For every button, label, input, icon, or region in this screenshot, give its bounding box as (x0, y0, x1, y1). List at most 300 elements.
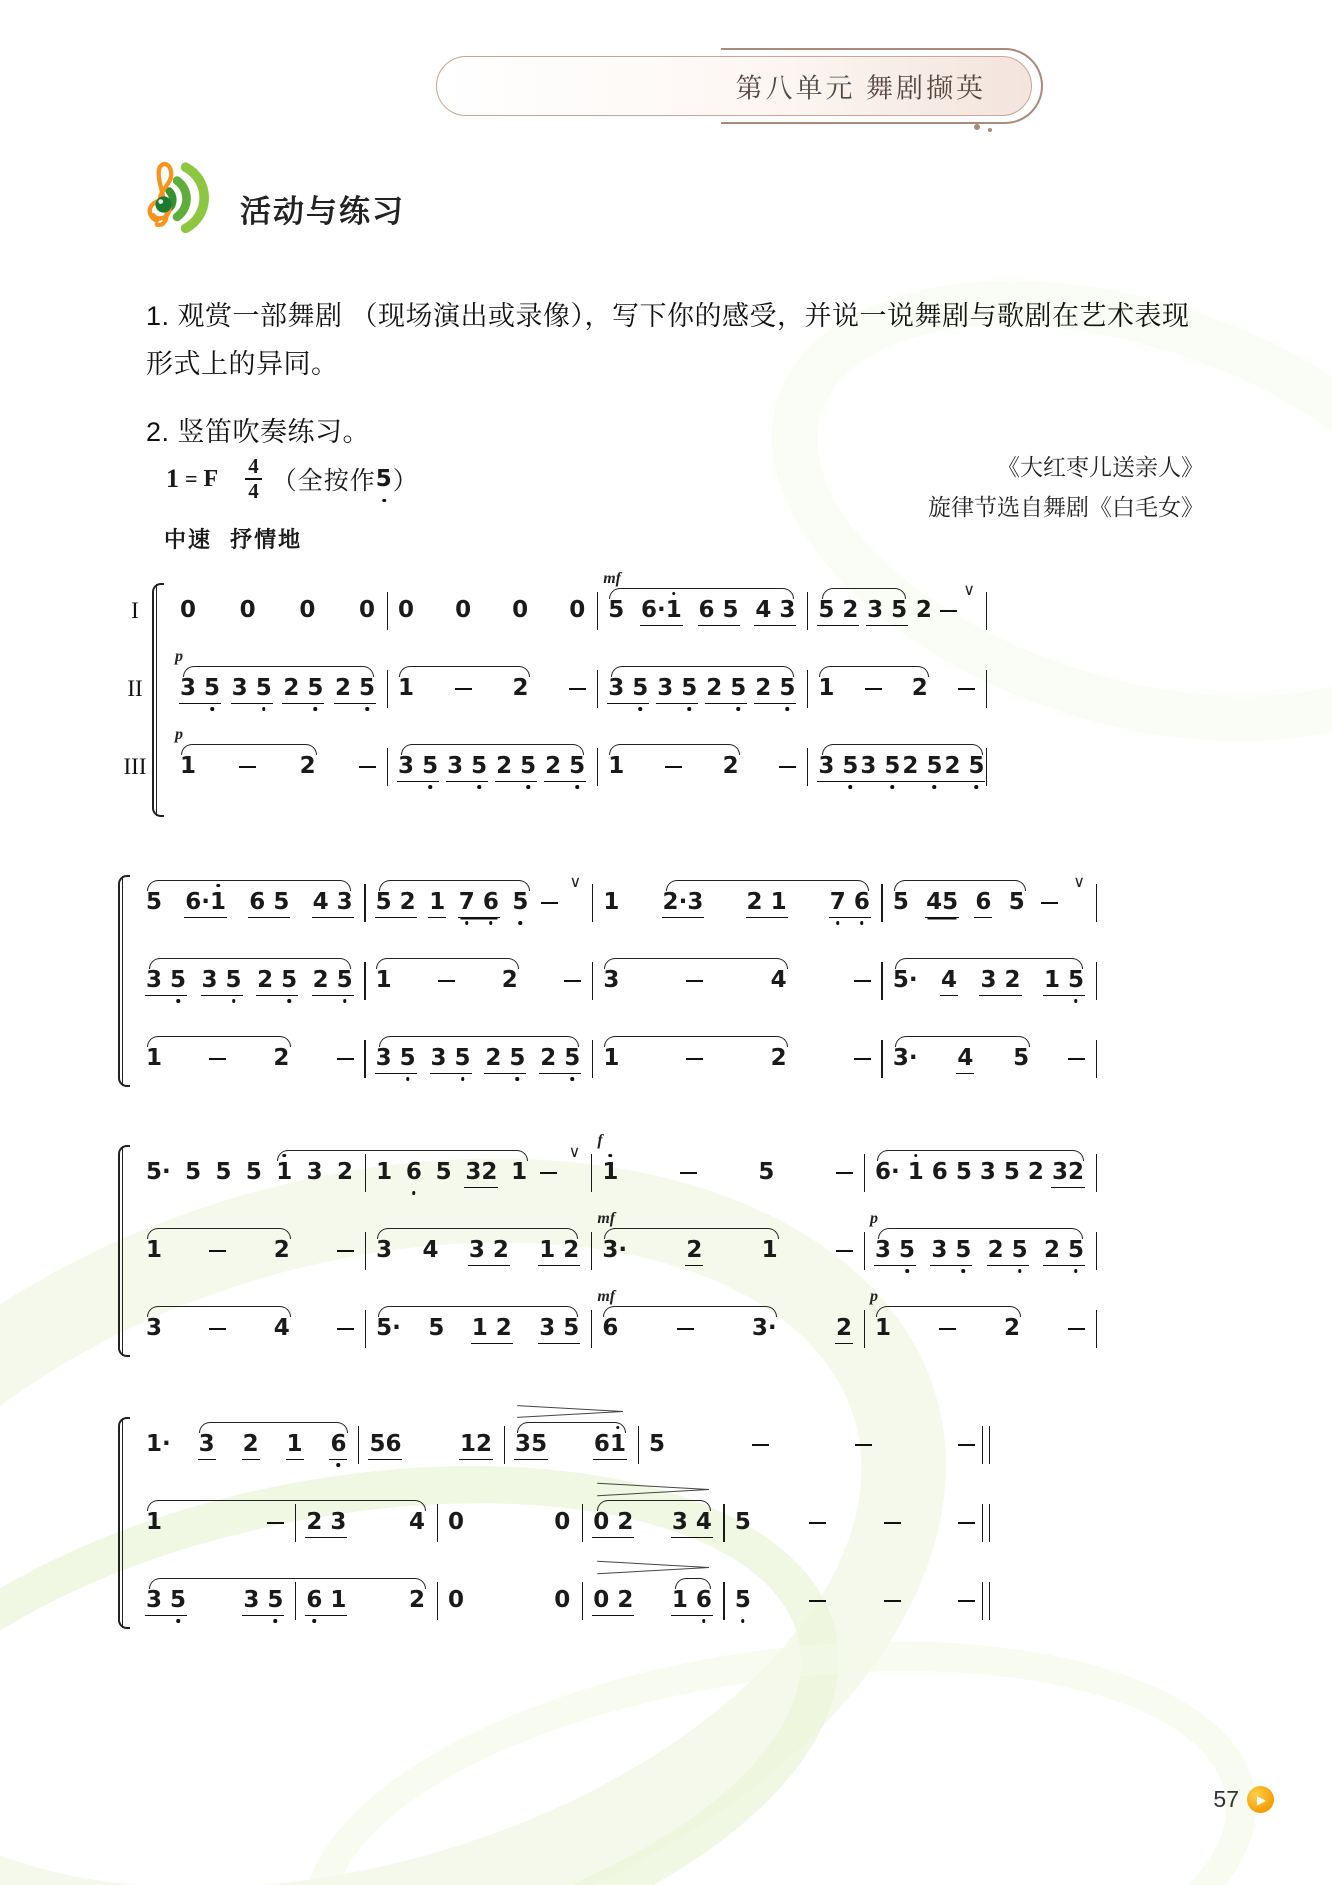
note-char: 1 (770, 888, 787, 915)
dynamic-mark: mf (597, 1209, 616, 1227)
note-char: · (767, 1314, 777, 1341)
note (231, 675, 273, 704)
note (869, 1287, 892, 1344)
note (312, 967, 354, 996)
duration-dash (541, 902, 558, 905)
note-char: 5 (146, 888, 163, 915)
note-char: 7 (829, 888, 846, 915)
note (987, 1237, 1029, 1266)
note (538, 1315, 580, 1344)
measure (136, 1573, 296, 1629)
dynamic-mark: p (175, 725, 183, 743)
note-char: 2 (686, 1236, 703, 1263)
note-char: 1 (539, 1236, 556, 1263)
measure (593, 953, 883, 1009)
note-char: 2 (902, 752, 919, 779)
duration-dash (438, 980, 455, 983)
duration-dash (854, 1058, 871, 1061)
note (901, 753, 943, 782)
note-char: 2 (987, 1236, 1004, 1263)
note-char: 3 (867, 596, 884, 623)
duration-dash (855, 1444, 872, 1447)
note (272, 1045, 290, 1074)
note (511, 597, 529, 626)
note-char: 1 (1043, 966, 1060, 993)
piece-titles (928, 448, 1204, 528)
unit-title: 第八单元 舞剧撷英 (735, 73, 986, 104)
note-char: 3 (779, 596, 796, 623)
tonic: 1 (166, 464, 179, 493)
duration-dash (958, 1600, 975, 1603)
page-footer (1213, 1786, 1274, 1813)
note (305, 1509, 347, 1538)
note (907, 1159, 925, 1188)
measure (598, 661, 808, 717)
note (375, 1159, 393, 1188)
note-char: 2 (335, 674, 352, 701)
note-char: 5 (1013, 1044, 1030, 1071)
note (592, 1587, 634, 1616)
note-char: 1 (874, 1314, 891, 1341)
dynamic-mark: p (869, 1287, 878, 1305)
note-char: 1 (818, 674, 835, 701)
note-char: 5 (359, 674, 376, 701)
note-char: 5 (842, 752, 859, 779)
note (446, 753, 488, 782)
note-char: 3 (198, 1430, 215, 1457)
note-char: 5 (564, 1044, 581, 1071)
measure (592, 1131, 865, 1201)
note-char: 3 (465, 1158, 482, 1185)
exercise-item-1: 1. 观赏一部舞剧 （现场演出或录像），写下你的感受，并说一说舞剧与歌剧在艺术表现形式上的异同。 (146, 301, 1190, 379)
duration-dash (884, 1600, 901, 1603)
note (539, 1045, 581, 1074)
note-char: 3 (243, 1586, 260, 1613)
note-char: 5 (942, 888, 959, 915)
note (656, 675, 698, 704)
note-char: 4 (408, 1508, 425, 1535)
note-char: 3 (979, 1158, 996, 1185)
note-char: 3 (657, 674, 674, 701)
note (358, 597, 376, 626)
duration-dash (779, 766, 796, 769)
note-char: 4 (755, 596, 772, 623)
note (375, 967, 393, 996)
breath-mark: ∨ (1073, 874, 1085, 891)
note-char: 5 (376, 1314, 393, 1341)
note (312, 889, 354, 918)
note (397, 675, 415, 704)
note (375, 1045, 417, 1074)
note (175, 725, 197, 782)
note (568, 597, 586, 626)
measure (883, 875, 1097, 931)
measure (366, 875, 594, 931)
note-char: 5 (454, 1044, 471, 1071)
measure (808, 739, 987, 795)
note-char: 3 (398, 752, 415, 779)
measure (598, 739, 808, 795)
badge-dot (974, 124, 980, 130)
dynamic-mark: mf (603, 569, 621, 587)
note-char: 4 (422, 1236, 439, 1263)
note (979, 1159, 997, 1188)
note (145, 1237, 163, 1266)
note-char: 0 (593, 1586, 610, 1613)
note-char: 1 (608, 752, 625, 779)
note (468, 1237, 510, 1266)
note-char: 2 (915, 596, 932, 623)
system-bracket (118, 1417, 130, 1629)
note-char: 0 (239, 596, 256, 623)
note-char: 2 (306, 1508, 323, 1535)
note-char: 5 (375, 888, 392, 915)
note-char: · (201, 888, 211, 915)
music-line (170, 569, 987, 639)
note (454, 597, 472, 626)
note-char: 3 (306, 1158, 323, 1185)
note-char: 1 (375, 966, 392, 993)
exercise-item-2: 2. 竖笛吹奏练习。 (146, 417, 371, 447)
note (511, 889, 529, 918)
music-line (136, 1573, 987, 1629)
note (408, 1509, 426, 1538)
measure (505, 1417, 639, 1473)
note-char: 0 (359, 596, 376, 623)
breath-mark: ∨ (569, 874, 582, 891)
note-char: 5 (734, 1586, 751, 1613)
note-char: 2 (476, 1430, 493, 1457)
dynamic-mark: mf (597, 1287, 616, 1305)
note-char: 6 (931, 1158, 948, 1185)
duration-dash (540, 1172, 557, 1175)
note (698, 597, 740, 626)
note (484, 1045, 526, 1074)
note (1043, 1237, 1085, 1266)
note-char: 2 (242, 1430, 259, 1457)
note-char: 5 (336, 966, 353, 993)
duration-dash (686, 1058, 703, 1061)
note-char: 3 (146, 1314, 163, 1341)
note-char: 0 (455, 596, 472, 623)
note (974, 889, 992, 918)
duration-dash (209, 1328, 226, 1331)
note-char: 2 (283, 674, 300, 701)
note-char: 4 (926, 888, 943, 915)
note-char: 2 (617, 1586, 634, 1613)
duration-dash (239, 766, 256, 769)
note-char: 5 (399, 1044, 416, 1071)
note-char: 0 (569, 596, 586, 623)
note-char: 2 (911, 674, 928, 701)
note (464, 1159, 498, 1188)
measure (592, 1209, 865, 1279)
note-char: 2 (399, 888, 416, 915)
unit-header-badge (436, 56, 1032, 116)
note-char: 2 (501, 966, 518, 993)
note-char: 1 (907, 1158, 924, 1185)
note-char: 1 (276, 1158, 293, 1185)
music-wave-logo-icon (128, 150, 224, 241)
note (671, 1587, 713, 1616)
note (685, 1237, 703, 1266)
note-char: 5 (185, 1158, 202, 1185)
note-char: · (618, 1236, 628, 1263)
note-char: 5 (428, 1314, 445, 1341)
note (375, 889, 417, 918)
system-lines (170, 569, 987, 817)
note-char: 4 (957, 1044, 974, 1071)
fingering-note (272, 461, 419, 497)
duration-dash (680, 1172, 697, 1175)
note (955, 1159, 973, 1188)
note-char: 2 (662, 888, 679, 915)
note (915, 597, 933, 626)
note (242, 1431, 260, 1460)
note (817, 753, 859, 782)
note-char: 1 (376, 1158, 393, 1185)
note (435, 1159, 453, 1188)
note-char: 0 (398, 596, 415, 623)
measure (865, 1287, 1097, 1357)
piece-subtitle: 旋律节选自舞剧《白毛女》 (928, 495, 1204, 520)
note (602, 1045, 620, 1074)
system-bracket (118, 875, 130, 1087)
note (597, 1209, 628, 1266)
note-char: · (657, 596, 666, 623)
note (869, 1209, 916, 1266)
measure (388, 739, 598, 795)
dynamic-mark: f (597, 1131, 603, 1149)
measure (136, 1145, 366, 1201)
note (956, 1045, 974, 1074)
note (648, 1431, 666, 1460)
note (943, 753, 985, 782)
note-char: 5 (204, 674, 221, 701)
note (145, 1509, 163, 1538)
note (734, 1587, 752, 1616)
duration-dash (267, 1522, 284, 1525)
duration-dash (884, 1522, 901, 1525)
note-char: 5 (884, 752, 901, 779)
note (931, 1159, 949, 1188)
note (1027, 1159, 1045, 1188)
music-line (136, 875, 1097, 931)
duration-dash (1068, 1328, 1085, 1331)
note (458, 889, 500, 918)
duration-dash (958, 1522, 975, 1525)
duration-dash (337, 1250, 354, 1253)
duration-dash (209, 1250, 226, 1253)
note (273, 1237, 291, 1266)
note-char: 1 (286, 1430, 303, 1457)
music-line (136, 1287, 1097, 1357)
note-char: 2 (492, 1236, 509, 1263)
dynamic-mark: p (869, 1209, 878, 1227)
note (538, 1237, 580, 1266)
part-label: I (131, 598, 139, 623)
note (722, 753, 740, 782)
note (770, 967, 788, 996)
note-char: 3 (687, 888, 704, 915)
note (329, 1431, 347, 1460)
measure (170, 647, 388, 717)
note-char: 5 (779, 674, 796, 701)
equals-sign: = (185, 466, 198, 491)
score-systems (118, 569, 1218, 1687)
note-char: 5 (892, 966, 909, 993)
key-signature-row (166, 455, 419, 503)
note-char: 2 (563, 1236, 580, 1263)
meter-denominator: 4 (248, 479, 259, 503)
score-system (118, 1417, 987, 1629)
note (282, 675, 324, 704)
section-title: 活动与练习 (240, 194, 405, 229)
note-char: 5 (520, 752, 537, 779)
duration-dash (958, 1444, 975, 1447)
note (607, 675, 649, 704)
note-char: 1 (471, 1314, 488, 1341)
note-char: 5 (281, 966, 298, 993)
note-char: 0 (554, 1586, 571, 1613)
note-char: 5 (734, 1508, 751, 1535)
note-char: 2 (1003, 1314, 1020, 1341)
note-char: 5 (681, 674, 698, 701)
note (198, 1431, 216, 1460)
measure (593, 1031, 883, 1087)
duration-dash (836, 1250, 853, 1253)
note (892, 1045, 919, 1074)
note (336, 1159, 354, 1188)
note-char: 1 (146, 1044, 163, 1071)
part-label: II (127, 676, 143, 701)
note (640, 597, 683, 626)
note-char: 3 (201, 966, 218, 993)
measure (593, 875, 883, 931)
note-char: 2 (485, 1044, 502, 1071)
note (145, 967, 187, 996)
note-char: 3 (751, 1314, 768, 1341)
note-char: 1 (180, 752, 197, 779)
crescendo-hairpin (517, 1405, 623, 1417)
note (607, 753, 625, 782)
music-line (170, 725, 987, 795)
note-char: 2 (540, 1044, 557, 1071)
note-char: 5 (722, 596, 739, 623)
crescendo-hairpin (597, 1483, 709, 1495)
note-char: 5 (531, 1430, 548, 1457)
note (275, 1159, 293, 1188)
measure (388, 583, 598, 639)
note-char: 2 (944, 752, 961, 779)
note (501, 967, 519, 996)
score-system (118, 569, 987, 817)
note-char: 2 (481, 1158, 498, 1185)
note-char: 1 (398, 674, 415, 701)
note (306, 1159, 324, 1188)
note-char: 2 (1027, 1158, 1044, 1185)
note (511, 675, 529, 704)
note (930, 1237, 972, 1266)
measure (865, 1209, 1097, 1279)
fingering-pre: （全按作 (271, 468, 376, 495)
note-char: 3 (180, 674, 197, 701)
measure (136, 1223, 366, 1279)
note-char: 6 (482, 888, 499, 915)
note-char: 5 (215, 1158, 232, 1185)
note (544, 753, 586, 782)
note-char: 5 (435, 1158, 452, 1185)
part-labels (118, 583, 152, 817)
note-char: 3 (671, 1508, 688, 1535)
note (979, 967, 1021, 996)
duration-dash (958, 688, 975, 691)
note-char: 6 (874, 1158, 891, 1185)
note-char: 1 (146, 1236, 163, 1263)
note-char: 6 (593, 1430, 610, 1457)
duration-dash (809, 1522, 826, 1525)
dynamic-mark: p (175, 647, 183, 665)
note-char: 5 (255, 674, 272, 701)
duration-dash (752, 1444, 769, 1447)
note-char: 1 (603, 888, 620, 915)
note (603, 569, 625, 626)
duration-dash (455, 688, 472, 691)
music-line (170, 647, 987, 717)
note (866, 597, 908, 626)
measure (883, 953, 1097, 1009)
fingering-post: ） (392, 468, 419, 495)
note-char: 6 (330, 1430, 347, 1457)
note-char: 1 (761, 1236, 778, 1263)
note (662, 889, 705, 918)
note (245, 1159, 263, 1188)
note-char: 5 (758, 1158, 775, 1185)
duration-dash (337, 1328, 354, 1331)
note-char: 4 (695, 1508, 712, 1535)
note-char: · (908, 966, 918, 993)
note-char: 5 (1008, 888, 1025, 915)
note-char: 3 (430, 1044, 447, 1071)
note (761, 1237, 779, 1266)
note (286, 1431, 304, 1460)
note (201, 967, 243, 996)
note-char: 5 (608, 596, 625, 623)
note-char: 6 (853, 888, 870, 915)
note-char: 2 (746, 888, 763, 915)
note (299, 753, 317, 782)
note-char: 2 (722, 752, 739, 779)
note (368, 1431, 402, 1460)
duration-dash (1041, 902, 1058, 905)
note-char: 5 (273, 888, 290, 915)
note-char: 5 (509, 1044, 526, 1071)
note (145, 1315, 163, 1344)
note-char: 2 (273, 1044, 290, 1071)
note-char: 5 (267, 1586, 284, 1613)
note (179, 597, 197, 626)
measure (170, 725, 388, 795)
note (305, 1587, 347, 1616)
measure (366, 1145, 592, 1201)
note-char: 3 (892, 1044, 909, 1071)
music-line (136, 1209, 1097, 1279)
note-char: 3 (515, 1430, 532, 1457)
note-char: 3 (931, 1236, 948, 1263)
note-char: 2 (257, 966, 274, 993)
duration-dash (939, 1328, 956, 1331)
measure (725, 1495, 987, 1551)
